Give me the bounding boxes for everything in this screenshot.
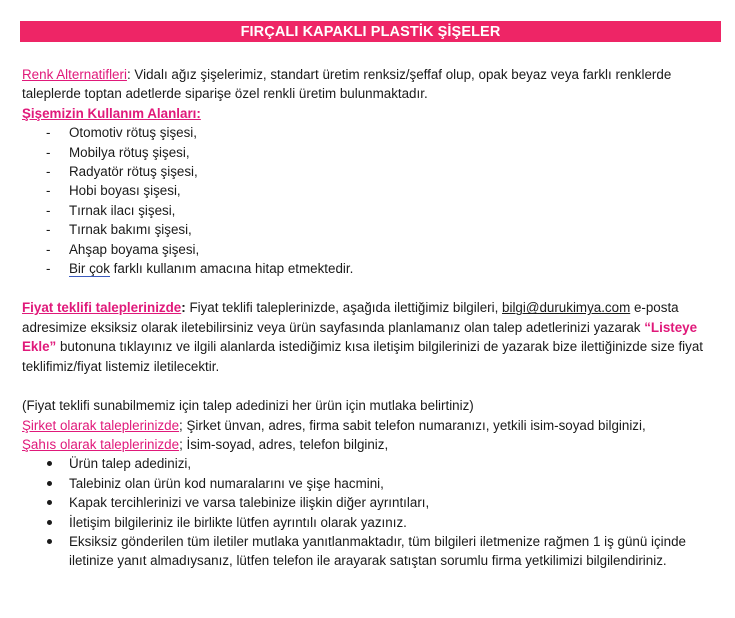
list-item: - Tırnak ilacı şişesi, — [46, 202, 176, 218]
add-to-list-button-name: “Listeye Ekle” — [22, 319, 698, 355]
list-item: - Ahşap boyama şişesi, — [46, 241, 200, 257]
list-item: İletişim bilgileriniz ile birlikte lütfen ayrıntılı olarak yazınız. — [22, 513, 717, 532]
list-item: - Otomotiv rötuş şişesi, — [46, 125, 197, 141]
company-requests-line: Şirket olarak taleplerinizde; Şirket ünvan, adres, firma sabit telefon numaranızı, yetkili isim-soyad bilginizi, — [22, 417, 646, 433]
bir-cok-underlined: Bir çok — [69, 261, 110, 277]
individual-requests-heading: Şahıs olarak taleplerinizde — [22, 436, 180, 452]
bullet-icon — [47, 520, 52, 525]
list-item: - Mobilya rötuş şişesi, — [46, 144, 190, 160]
quantity-note: (Fiyat teklifi sunabilmemiz için talep adedinizi her ürün için mutlaka belirtiniz) — [22, 398, 474, 414]
list-item: Kapak tercihlerinizi ve varsa talebinize ilişkin diğer ayrıntıları, — [22, 493, 717, 512]
individual-requests-line: Şahıs olarak taleplerinizde; İsim-soyad, adres, telefon bilginiz, — [22, 436, 389, 452]
list-item: Talebiniz olan ürün kod numaralarını ve şişe hacmini, — [22, 474, 717, 493]
price-quote-paragraph: Fiyat teklifi taleplerinizde: Fiyat teklifi taleplerinizde, aşağıda ilettiğimiz bilgileri, bilgi@durukimya.com e-posta adresimize eksiksiz olarak iletebilirsiniz veya ürün sayfasında planlamanız olan talep adetlerinizi yazarak “Listeye Ekle” butonuna tıklayınız ve ilgili alanlarda istediğimiz kısa iletişim bilgilerinizi de yazarak bize ilettiğinizde size fiyat teklifimiz/fiyat listemiz iletilecektir. — [22, 300, 704, 374]
bullet-icon — [47, 539, 52, 544]
list-item: - Radyatör rötuş şişesi, — [46, 164, 198, 180]
request-details-list — [22, 454, 717, 570]
page-title: FIRÇALI KAPAKLI PLASTİK ŞİŞELER — [20, 21, 721, 42]
document-body — [22, 65, 717, 571]
color-alternatives-text: Vidalı ağız şişelerimiz, standart üretim renksiz/şeffaf olup, opak beyaz veya farklı renklerde taleplerde toptan adetlerde siparişe özel renkli üretim bulunmaktadır. — [22, 67, 672, 102]
price-quote-heading: Fiyat teklifi taleplerinizde — [22, 300, 182, 316]
color-alternatives-paragraph: Renk Alternatifleri: Vidalı ağız şişelerimiz, standart üretim renksiz/şeffaf olup, opak beyaz veya farklı renklerde taleplerde toptan adetlerde siparişe özel renkli üretim bulunmaktadır. — [22, 67, 672, 102]
bullet-icon — [47, 461, 52, 466]
list-item: - Tırnak bakımı şişesi, — [46, 222, 192, 238]
list-item: Eksiksiz gönderilen tüm iletiler mutlaka yanıtlanmaktadır, tüm bilgileri iletmenize rağmen 1 iş günü içinde iletinize yanıt almadıysanız, lütfen telefon ile arayarak satıştan sorumlu firma yetkilimizi bilgilendiriniz. — [22, 532, 717, 571]
bullet-icon — [47, 481, 52, 486]
company-requests-heading: Şirket olarak taleplerinizde — [22, 417, 180, 433]
usage-areas-heading: Şişemizin Kullanım Alanları: — [22, 105, 201, 121]
bullet-icon — [47, 500, 52, 505]
list-item: Ürün talep adedinizi, — [22, 454, 717, 473]
usage-areas-list — [22, 123, 717, 278]
color-alternatives-heading: Renk Alternatifleri — [22, 67, 127, 82]
list-item: - Hobi boyası şişesi, — [46, 183, 181, 199]
email-link[interactable]: bilgi@durukimya.com — [502, 300, 631, 316]
list-item: - Bir çok farklı kullanım amacına hitap etmektedir. — [46, 261, 354, 277]
